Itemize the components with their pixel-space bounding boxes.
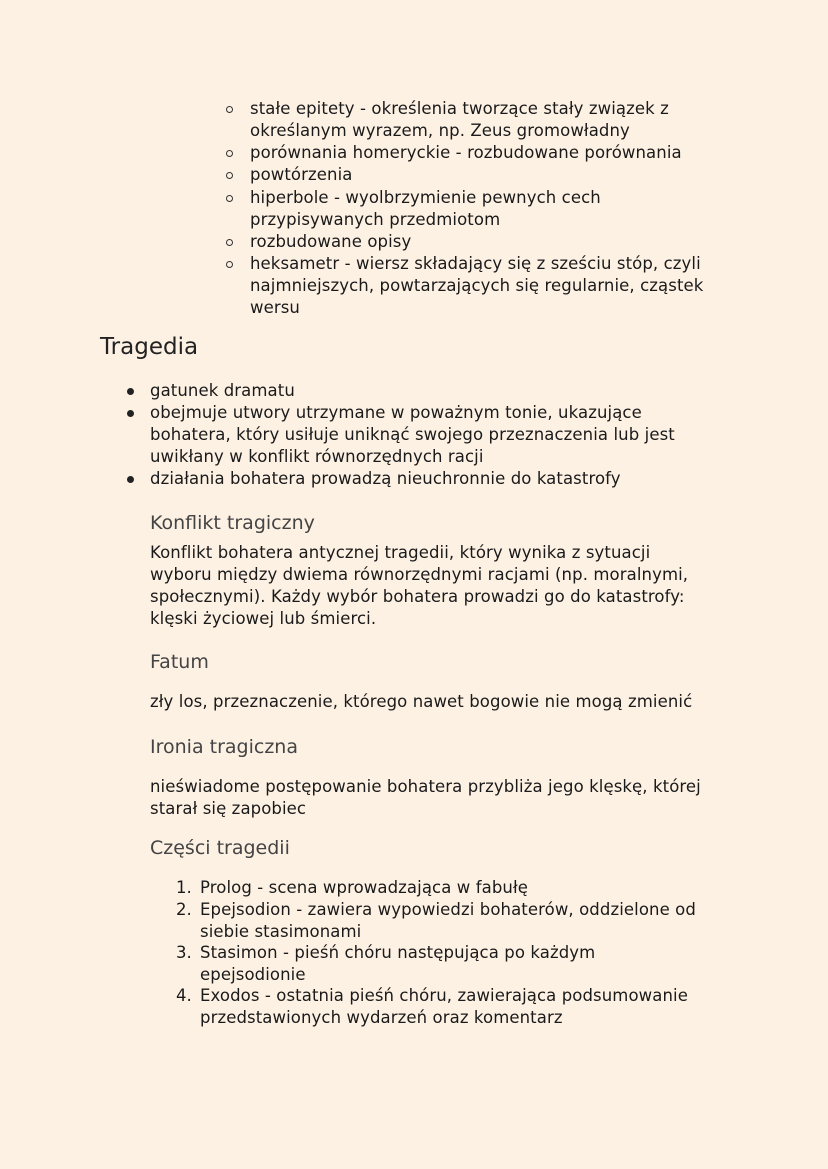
circle-bullet-icon: [226, 195, 233, 202]
list-item: [150, 380, 295, 402]
list-item-line: działania bohatera prowadzą nieuchronnie do katastrofy: [150, 469, 621, 488]
list-item-line: przypisywanych przedmiotom: [250, 210, 501, 229]
list-item-line: hiperbole - wyolbrzymienie pewnych cech: [250, 188, 601, 207]
bullet-dot-icon: [127, 410, 134, 417]
list-item: [250, 164, 352, 186]
bullet-dot-icon: [127, 388, 134, 395]
circle-bullet-icon: [226, 261, 233, 268]
list-item: [150, 468, 621, 490]
list-item-line: Prolog - scena wprowadzająca w fabułę: [200, 878, 528, 897]
list-item-line: Epejsodion - zawiera wypowiedzi bohaterów, oddzielone od: [200, 900, 696, 919]
paragraph-line: klęski życiowej lub śmierci.: [150, 609, 377, 628]
list-number: 4.: [176, 986, 192, 1005]
circle-bullet-icon: [226, 150, 233, 157]
list-item-line: najmniejszych, powtarzających się regularnie, cząstek: [250, 276, 704, 295]
list-item: [200, 985, 688, 1029]
list-item-line: heksametr - wiersz składający się z sześciu stóp, czyli: [250, 254, 701, 273]
circle-bullet-icon: [226, 172, 233, 179]
list-item-line: przedstawionych wydarzeń oraz komentarz: [200, 1008, 563, 1027]
list-item-line: gatunek dramatu: [150, 381, 295, 400]
paragraph-line: nieświadome postępowanie bohatera przybliża jego klęskę, której: [150, 777, 701, 796]
list-item-line: siebie stasimonami: [200, 922, 362, 941]
list-item-line: określanym wyrazem, np. Zeus gromowładny: [250, 121, 630, 140]
subheading-fatum: Fatum: [150, 651, 209, 673]
paragraph-line: zły los, przeznaczenie, którego nawet bogowie nie mogą zmienić: [150, 692, 693, 711]
paragraph-konflikt: [150, 542, 688, 630]
paragraph-fatum: [150, 691, 692, 713]
paragraph-line: starał się zapobiec: [150, 799, 307, 818]
section-heading-tragedia: Tragedia: [100, 334, 199, 360]
list-item: [250, 253, 703, 319]
paragraph-line: wyboru między dwiema równorzędnymi racjami (np. moralnymi,: [150, 565, 689, 584]
subheading-czesci: Części tragedii: [150, 837, 290, 859]
subheading-ironia: Ironia tragiczna: [150, 736, 298, 758]
list-number: 3.: [176, 943, 192, 962]
list-item-line: Exodos - ostatnia pieśń chóru, zawierająca podsumowanie: [200, 986, 688, 1005]
list-item: [250, 142, 682, 164]
list-item: [250, 231, 411, 253]
list-item-line: rozbudowane opisy: [250, 232, 412, 251]
list-item-line: bohatera, który usiłuje uniknąć swojego przeznaczenia lub jest: [150, 425, 675, 444]
list-item: [200, 877, 528, 899]
subheading-konflikt: Konflikt tragiczny: [150, 512, 315, 534]
list-item: [250, 187, 601, 231]
list-item-line: uwikłany w konflikt równorzędnych racji: [150, 447, 484, 466]
list-item-line: obejmuje utwory utrzymane w poważnym tonie, ukazujące: [150, 403, 642, 422]
list-item-line: porównania homeryckie - rozbudowane porównania: [250, 143, 682, 162]
list-item: [200, 899, 696, 943]
paragraph-line: społecznymi). Każdy wybór bohatera prowadzi go do katastrofy:: [150, 587, 685, 606]
list-number: 2.: [176, 900, 192, 919]
paragraph-ironia: [150, 776, 701, 820]
list-item: [200, 942, 595, 986]
circle-bullet-icon: [226, 239, 233, 246]
list-item: [150, 402, 675, 468]
list-number: 1.: [176, 878, 192, 897]
list-item-line: epejsodionie: [200, 965, 306, 984]
list-item: [250, 98, 669, 142]
list-item-line: Stasimon - pieśń chóru następująca po każdym: [200, 943, 596, 962]
list-item-line: stałe epitety - określenia tworzące stały związek z: [250, 99, 669, 118]
bullet-dot-icon: [127, 476, 134, 483]
paragraph-line: Konflikt bohatera antycznej tragedii, który wynika z sytuacji: [150, 543, 651, 562]
circle-bullet-icon: [226, 106, 233, 113]
list-item-line: wersu: [250, 298, 300, 317]
list-item-line: powtórzenia: [250, 165, 353, 184]
